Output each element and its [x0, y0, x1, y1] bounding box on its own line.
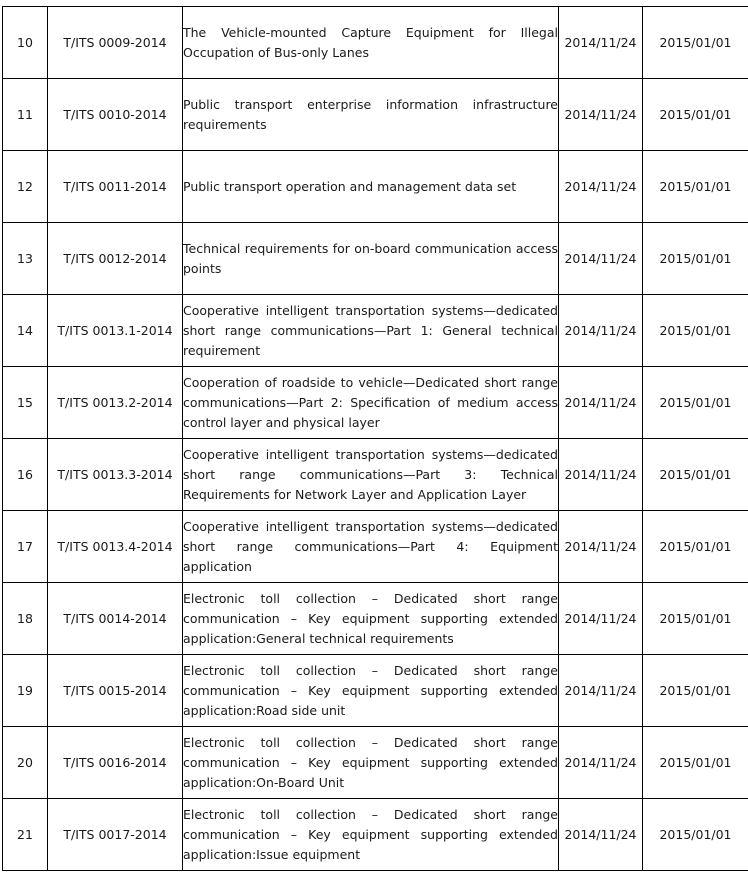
- table-row: [3, 151, 748, 223]
- issue-date: 2014/11/24: [559, 727, 643, 799]
- standard-code: T/ITS 0013.4-2014: [48, 511, 183, 583]
- implementation-date: 2015/01/01: [643, 799, 748, 871]
- standard-title-cell: [183, 799, 559, 871]
- issue-date: 2014/11/24: [559, 511, 643, 583]
- standard-title-cell: [183, 151, 559, 223]
- standard-title-cell: [183, 511, 559, 583]
- issue-date: 2014/11/24: [559, 223, 643, 295]
- row-number: 17: [3, 511, 48, 583]
- implementation-date: 2015/01/01: [643, 655, 748, 727]
- table-row: [3, 799, 748, 871]
- row-number: 16: [3, 439, 48, 511]
- implementation-date: 2015/01/01: [643, 151, 748, 223]
- table-row: [3, 511, 748, 583]
- table-row: [3, 7, 748, 79]
- standard-code: T/ITS 0013.1-2014: [48, 295, 183, 367]
- implementation-date: 2015/01/01: [643, 295, 748, 367]
- row-number: 13: [3, 223, 48, 295]
- standard-title-cell: [183, 655, 559, 727]
- issue-date: 2014/11/24: [559, 439, 643, 511]
- standard-code: T/ITS 0015-2014: [48, 655, 183, 727]
- issue-date: 2014/11/24: [559, 583, 643, 655]
- table-row: [3, 583, 748, 655]
- standard-title-cell: [183, 439, 559, 511]
- standard-code: T/ITS 0013.2-2014: [48, 367, 183, 439]
- issue-date: 2014/11/24: [559, 79, 643, 151]
- issue-date: 2014/11/24: [559, 655, 643, 727]
- standard-code: T/ITS 0016-2014: [48, 727, 183, 799]
- standard-title-cell: [183, 79, 559, 151]
- issue-date: 2014/11/24: [559, 151, 643, 223]
- standard-code: T/ITS 0011-2014: [48, 151, 183, 223]
- standard-title-cell: [183, 295, 559, 367]
- issue-date: 2014/11/24: [559, 7, 643, 79]
- standard-title: Cooperative intelligent transportation systems—dedicated short range communications—Part 3: Technical Requirements for Network Layer and Application Layer: [183, 446, 558, 502]
- standard-title: Electronic toll collection – Dedicated short range communication – Key equipment supporting extended application:Road side unit: [183, 662, 558, 718]
- row-number: 11: [3, 79, 48, 151]
- standard-code: T/ITS 0017-2014: [48, 799, 183, 871]
- standard-title-cell: [183, 223, 559, 295]
- standard-title: Cooperative intelligent transportation systems—dedicated short range communications—Part 4: Equipment application: [183, 518, 558, 574]
- table-row: [3, 655, 748, 727]
- row-number: 12: [3, 151, 48, 223]
- standard-code: T/ITS 0013.3-2014: [48, 439, 183, 511]
- standards-table-body: [3, 7, 748, 871]
- standard-code: T/ITS 0010-2014: [48, 79, 183, 151]
- implementation-date: 2015/01/01: [643, 7, 748, 79]
- standard-code: T/ITS 0009-2014: [48, 7, 183, 79]
- standard-title: Public transport operation and management data set: [183, 178, 517, 194]
- row-number: 19: [3, 655, 48, 727]
- table-row: [3, 295, 748, 367]
- issue-date: 2014/11/24: [559, 799, 643, 871]
- row-number: 18: [3, 583, 48, 655]
- row-number: 15: [3, 367, 48, 439]
- standard-title: Electronic toll collection – Dedicated short range communication – Key equipment supporting extended application:Issue equipment: [183, 806, 558, 862]
- row-number: 20: [3, 727, 48, 799]
- issue-date: 2014/11/24: [559, 295, 643, 367]
- standard-title-cell: [183, 583, 559, 655]
- implementation-date: 2015/01/01: [643, 367, 748, 439]
- table-row: [3, 367, 748, 439]
- standard-title: Cooperation of roadside to vehicle—Dedicated short range communications—Part 2: Specification of medium access control layer and physical layer: [183, 374, 558, 430]
- standard-title: Cooperative intelligent transportation systems—dedicated short range communications—Part 1: General technical requirement: [183, 302, 558, 358]
- table-row: [3, 223, 748, 295]
- standard-code: T/ITS 0014-2014: [48, 583, 183, 655]
- table-row: [3, 439, 748, 511]
- standard-title: Technical requirements for on-board communication access points: [183, 240, 558, 276]
- standard-code: T/ITS 0012-2014: [48, 223, 183, 295]
- table-row: [3, 79, 748, 151]
- implementation-date: 2015/01/01: [643, 511, 748, 583]
- standards-table: [2, 6, 748, 871]
- implementation-date: 2015/01/01: [643, 439, 748, 511]
- standard-title-cell: [183, 727, 559, 799]
- standard-title: Electronic toll collection – Dedicated short range communication – Key equipment supporting extended application:On-Board Unit: [183, 734, 558, 790]
- issue-date: 2014/11/24: [559, 367, 643, 439]
- row-number: 21: [3, 799, 48, 871]
- standard-title-cell: [183, 7, 559, 79]
- standard-title: Electronic toll collection – Dedicated short range communication – Key equipment supporting extended application:General technical requirements: [183, 590, 558, 646]
- standard-title-cell: [183, 367, 559, 439]
- row-number: 14: [3, 295, 48, 367]
- implementation-date: 2015/01/01: [643, 583, 748, 655]
- table-row: [3, 727, 748, 799]
- implementation-date: 2015/01/01: [643, 727, 748, 799]
- row-number: 10: [3, 7, 48, 79]
- implementation-date: 2015/01/01: [643, 223, 748, 295]
- implementation-date: 2015/01/01: [643, 79, 748, 151]
- standard-title: The Vehicle-mounted Capture Equipment for Illegal Occupation of Bus-only Lanes: [183, 24, 558, 60]
- standard-title: Public transport enterprise information infrastructure requirements: [183, 96, 558, 132]
